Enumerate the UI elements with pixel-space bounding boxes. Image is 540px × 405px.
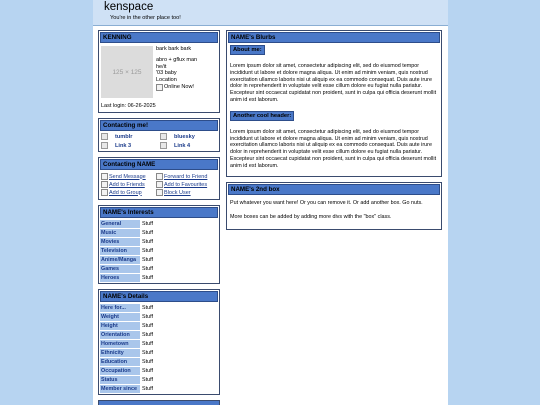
online-image-icon — [156, 84, 163, 91]
add-to-group-link[interactable] — [101, 189, 156, 196]
detail-key: Hometown — [100, 340, 140, 348]
detail-key: Occupation — [100, 367, 140, 375]
table-row — [100, 238, 218, 246]
action-label[interactable]: Add to Group — [109, 189, 142, 196]
table-row — [100, 367, 218, 375]
table-row — [100, 229, 218, 237]
profile-page — [93, 0, 448, 405]
link-image-icon — [101, 133, 108, 140]
contact-link-label[interactable]: tumblr — [115, 133, 133, 140]
next-box-stub — [98, 400, 220, 405]
contact-link-tumblr[interactable] — [101, 133, 160, 140]
profile-line: bark bark bark — [156, 46, 192, 52]
table-row — [100, 340, 218, 348]
detail-key: Member since — [100, 385, 140, 393]
detail-key: Orientation — [100, 331, 140, 339]
interest-key: Movies — [100, 238, 140, 246]
detail-value: Stuff — [142, 323, 153, 329]
group-icon — [101, 189, 108, 196]
detail-key: Education — [100, 358, 140, 366]
message-icon — [101, 173, 108, 180]
another-text: Lorem ipsum dolor sit amet, consectetur adipiscing elit, sed do eiusmod tempor incididunt ut labore et dolore magna aliqua. Ut enim ad minim veniam, quis nostrud exercitation ullamco laboris nisi ut aliquip ex ea commodo consequat. Duis aute irure dolor in reprehenderit in voluptate velit esse cillum dolore eu fugiat nulla pariatur. Excepteur sint occaecat cupidatat non proident, sunt in culpa qui officia deserunt mollit anim id est laborum. — [230, 128, 437, 169]
action-label[interactable]: Add to Friends — [109, 181, 145, 188]
action-label[interactable]: Send Message — [109, 173, 146, 180]
detail-value: Stuff — [142, 368, 153, 374]
link-image-icon — [160, 142, 167, 149]
table-row — [100, 304, 218, 312]
site-header — [93, 0, 448, 26]
block-icon — [156, 189, 163, 196]
interest-key: Games — [100, 265, 140, 273]
profile-line: abro + gflux man — [156, 56, 198, 63]
last-login: Last login: 06-26-2025 — [101, 103, 156, 109]
left-column — [98, 30, 220, 405]
second-box-title: NAME's 2nd box — [228, 184, 440, 195]
detail-key: Status — [100, 376, 140, 384]
add-to-friends-link[interactable] — [101, 181, 156, 188]
blurbs-box — [226, 30, 442, 177]
contact-link-4[interactable] — [160, 142, 219, 149]
table-row — [100, 322, 218, 330]
site-title: kenspace — [104, 1, 154, 13]
table-row — [100, 385, 218, 393]
online-status — [156, 84, 197, 91]
site-tagline: You're in the other place too! — [110, 15, 181, 21]
another-header: Another cool header: — [230, 111, 294, 121]
profile-box — [98, 30, 220, 113]
contacting-name-title: Contacting NAME — [100, 159, 218, 170]
table-row — [100, 313, 218, 321]
blurbs-title: NAME's Blurbs — [228, 32, 440, 43]
add-to-favourites-link[interactable] — [156, 181, 217, 188]
action-label[interactable]: Add to Favourites — [164, 181, 208, 188]
interest-value: Stuff — [142, 230, 153, 236]
details-box — [98, 289, 220, 395]
detail-key: Here for... — [100, 304, 140, 312]
table-row — [100, 256, 218, 264]
link-image-icon — [101, 142, 108, 149]
profile-info — [153, 46, 197, 98]
interest-value: Stuff — [142, 266, 153, 272]
table-row — [100, 331, 218, 339]
right-column — [226, 30, 442, 235]
detail-value: Stuff — [142, 359, 153, 365]
detail-key: Ethnicity — [100, 349, 140, 357]
detail-value: Stuff — [142, 341, 153, 347]
contact-link-label[interactable]: Link 4 — [174, 142, 191, 149]
detail-key: Height — [100, 322, 140, 330]
profile-line: he/it — [156, 63, 167, 70]
detail-value: Stuff — [142, 350, 153, 356]
profile-photo-placeholder: 125 × 125 — [101, 46, 153, 98]
table-row — [100, 358, 218, 366]
interest-key: Anime/Manga — [100, 256, 140, 264]
add-friend-icon — [101, 181, 108, 188]
online-now-label: Online Now! — [164, 84, 194, 91]
interest-key: Heroes — [100, 274, 140, 282]
table-row — [100, 376, 218, 384]
profile-name: KENNING — [100, 32, 218, 43]
detail-value: Stuff — [142, 386, 153, 392]
detail-value: Stuff — [142, 377, 153, 383]
table-row — [100, 247, 218, 255]
contact-link-bluesky[interactable] — [160, 133, 219, 140]
interests-title: NAME's Interests — [100, 207, 218, 218]
profile-line: '03 baby — [156, 70, 177, 77]
forward-icon — [156, 173, 163, 180]
contacting-me-box — [98, 118, 220, 152]
detail-value: Stuff — [142, 314, 153, 320]
about-me-heading: About me: — [230, 45, 265, 55]
block-user-link[interactable] — [156, 189, 217, 196]
about-me-text: Lorem ipsum dolor sit amet, consectetur adipiscing elit, sed do eiusmod tempor incididunt ut labore et dolore magna aliqua. Ut enim ad minim veniam, quis nostrud exercitation ullamco laboris nisi ut aliquip ex ea commodo consequat. Duis aute irure dolor in reprehenderit in voluptate velit esse cillum dolore eu fugiat nulla pariatur. Excepteur sint occaecat cupidatat non proident, sunt in culpa qui officia deserunt mollit anim id est laborum. — [230, 63, 437, 103]
table-row — [100, 265, 218, 273]
detail-value: Stuff — [142, 305, 153, 311]
detail-value: Stuff — [142, 332, 153, 338]
second-box-text-1: Put whatever you want here! Or you can remove it. Or add another box. Go nuts. — [230, 199, 423, 206]
contact-link-label[interactable]: Link 3 — [115, 142, 132, 149]
favourite-icon — [156, 181, 163, 188]
contact-link-label[interactable]: bluesky — [174, 133, 195, 140]
action-label[interactable]: Forward to Friend — [164, 173, 208, 180]
send-message-link[interactable] — [101, 173, 156, 180]
second-box-text-2: More boxes can be added by adding more divs with the "box" class. — [230, 214, 392, 221]
action-label[interactable]: Block User — [164, 189, 191, 196]
link-image-icon — [160, 133, 167, 140]
contacting-name-box — [98, 157, 220, 200]
details-title: NAME's Details — [100, 291, 218, 302]
interests-box — [98, 205, 220, 284]
interest-value: Stuff — [142, 221, 153, 227]
details-table — [99, 303, 219, 394]
table-row — [100, 220, 218, 228]
interest-value: Stuff — [142, 275, 153, 281]
table-row — [100, 349, 218, 357]
forward-to-friend-link[interactable] — [156, 173, 217, 180]
profile-line: Location — [156, 77, 177, 84]
interest-key: Television — [100, 247, 140, 255]
contacting-me-title: Contacting me! — [100, 120, 218, 131]
interest-key: Music — [100, 229, 140, 237]
interest-value: Stuff — [142, 239, 153, 245]
second-box — [226, 182, 442, 230]
interest-value: Stuff — [142, 248, 153, 254]
table-row — [100, 274, 218, 282]
contact-link-3[interactable] — [101, 142, 160, 149]
interests-table — [99, 219, 219, 283]
interest-value: Stuff — [142, 257, 153, 263]
interest-key: General — [100, 220, 140, 228]
detail-key: Weight — [100, 313, 140, 321]
